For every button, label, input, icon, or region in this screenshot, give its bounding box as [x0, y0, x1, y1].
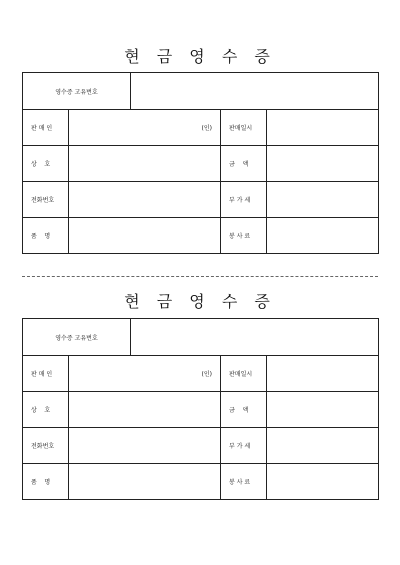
- receipt-title: 현 금 영 수 증: [124, 292, 276, 311]
- trade-name-row: [23, 146, 379, 182]
- service-fee-field[interactable]: [267, 464, 379, 500]
- item-name-label: 품 명: [23, 464, 69, 500]
- item-row: [23, 218, 379, 254]
- receipt-form: [22, 318, 378, 500]
- receipt-form: [22, 72, 378, 254]
- trade-name-field[interactable]: [69, 146, 221, 182]
- receipt-id-label: 영수증 고유번호: [23, 319, 131, 356]
- service-fee-field[interactable]: [267, 218, 379, 254]
- receipt-id-row: [23, 73, 379, 110]
- phone-label: 전화번호: [23, 428, 69, 464]
- cut-line-divider: [22, 276, 378, 277]
- item-name-label: 품 명: [23, 218, 69, 254]
- seal-mark: (인): [201, 125, 213, 132]
- trade-name-row: [23, 392, 379, 428]
- phone-row: [23, 182, 379, 218]
- seller-row: [23, 356, 379, 392]
- item-row: [23, 464, 379, 500]
- item-name-field[interactable]: [69, 218, 221, 254]
- seller-label: 판 매 인: [23, 356, 69, 392]
- seller-row: [23, 110, 379, 146]
- seller-field[interactable]: [69, 356, 221, 392]
- sale-date-label: 판매일시: [221, 356, 267, 392]
- phone-row: [23, 428, 379, 464]
- receipt-id-row: [23, 319, 379, 356]
- sale-date-label: 판매일시: [221, 110, 267, 146]
- seller-field[interactable]: [69, 110, 221, 146]
- vat-label: 부 가 세: [221, 428, 267, 464]
- phone-field[interactable]: [69, 182, 221, 218]
- amount-label: 금 액: [221, 392, 267, 428]
- service-fee-label: 봉 사 료: [221, 464, 267, 500]
- amount-label: 금 액: [221, 146, 267, 182]
- vat-field[interactable]: [267, 182, 379, 218]
- phone-label: 전화번호: [23, 182, 69, 218]
- seal-mark: (인): [201, 371, 213, 378]
- amount-field[interactable]: [267, 392, 379, 428]
- trade-name-label: 상 호: [23, 392, 69, 428]
- receipt-id-field[interactable]: [131, 73, 379, 110]
- sale-date-field[interactable]: [267, 356, 379, 392]
- vat-field[interactable]: [267, 428, 379, 464]
- receipt-title: 현 금 영 수 증: [124, 47, 276, 66]
- receipt-id-label: 영수증 고유번호: [23, 73, 131, 110]
- item-name-field[interactable]: [69, 464, 221, 500]
- sale-date-field[interactable]: [267, 110, 379, 146]
- phone-field[interactable]: [69, 428, 221, 464]
- trade-name-field[interactable]: [69, 392, 221, 428]
- receipt-table: [22, 318, 379, 500]
- seller-label: 판 매 인: [23, 110, 69, 146]
- receipt-id-field[interactable]: [131, 319, 379, 356]
- receipt-table: [22, 72, 379, 254]
- trade-name-label: 상 호: [23, 146, 69, 182]
- service-fee-label: 봉 사 료: [221, 218, 267, 254]
- amount-field[interactable]: [267, 146, 379, 182]
- vat-label: 부 가 세: [221, 182, 267, 218]
